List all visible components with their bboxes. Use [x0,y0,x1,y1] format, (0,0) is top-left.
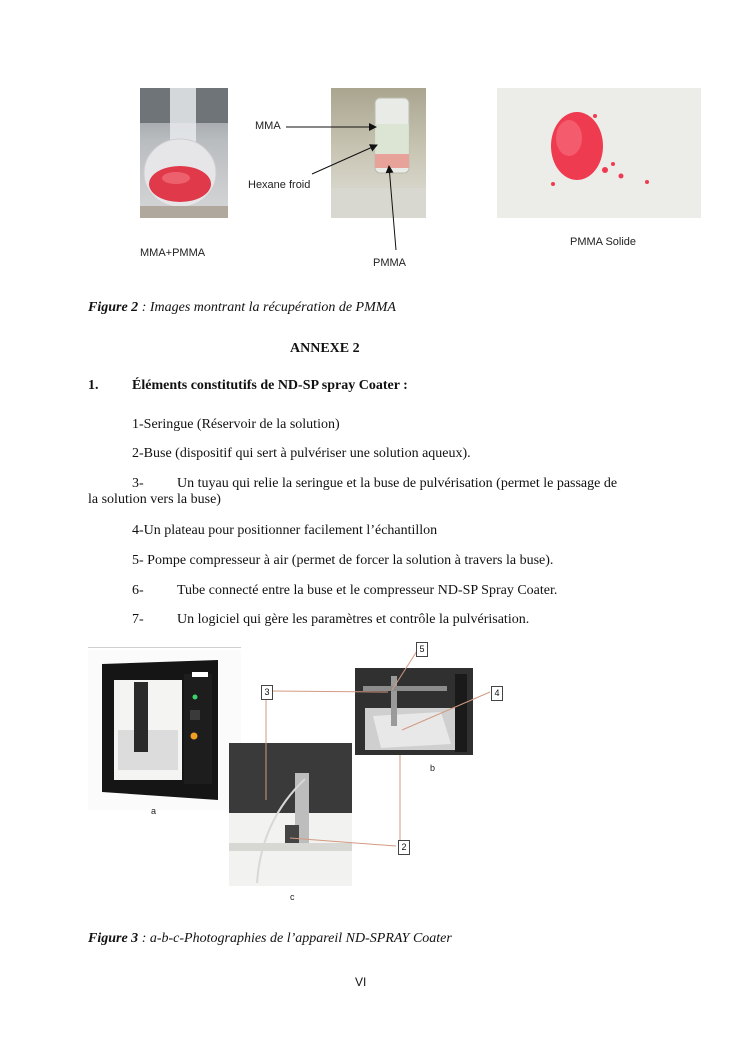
annex-title: ANNEXE 2 [290,341,360,356]
device-photo-a [88,650,241,810]
list-item-4: 4-Un plateau pour positionner facilement l’échantillon [132,523,438,538]
figure2-caption [88,300,396,316]
list-item-3-line1: Un tuyau qui relie la seringue et la buse de pulvérisation (permet le passage de [177,476,618,491]
panel-label-c: c [290,892,295,902]
label-mma-pmma: MMA+PMMA [140,247,206,259]
list-item-3-line2: la solution vers la buse) [88,492,221,507]
marker-4: 4 [491,686,503,701]
marker-3: 3 [261,685,273,700]
figure3-caption-label: Figure 3 [88,931,139,946]
label-pmma: PMMA [373,257,406,269]
list-item-6-text: Tube connecté entre la buse et le compresseur ND-SP Spray Coater. [177,583,558,598]
section-number: 1. [88,378,99,393]
panel-label-b: b [430,763,436,773]
list-item-2: 2-Buse (dispositif qui sert à pulvériser une solution aqueux). [132,446,471,461]
device-photo-c [229,743,352,886]
solid-pmma-photo [497,88,701,218]
figure3-divider [88,647,241,648]
figure3-caption [88,931,452,947]
page-number: VI [355,975,367,989]
panel-label-a: a [151,806,157,816]
figure2-caption-label: Figure 2 [88,300,139,315]
label-mma: MMA [255,120,281,132]
list-item-5: 5- Pompe compresseur à air (permet de forcer la solution à travers la buse). [132,553,554,568]
list-item-1: 1-Seringue (Réservoir de la solution) [132,417,340,432]
list-item-3-number: 3- [132,476,144,491]
marker-2: 2 [398,840,410,855]
section-title: Éléments constitutifs de ND-SP spray Coater : [132,378,408,393]
figure2-caption-text: : Images montrant la récupération de PMMA [138,300,396,315]
list-item-7-text: Un logiciel qui gère les paramètres et contrôle la pulvérisation. [177,612,530,627]
flask-photo [140,88,228,218]
marker-5: 5 [416,642,428,657]
vial-photo [331,88,426,218]
label-hexane: Hexane froid [248,179,311,191]
device-photo-b [355,668,473,755]
list-item-7-number: 7- [132,612,144,627]
figure3-caption-text: : a-b-c-Photographies de l’appareil ND-SPRAY Coater [138,931,452,946]
label-pmma-solide: PMMA Solide [570,236,637,248]
list-item-6-number: 6- [132,583,144,598]
